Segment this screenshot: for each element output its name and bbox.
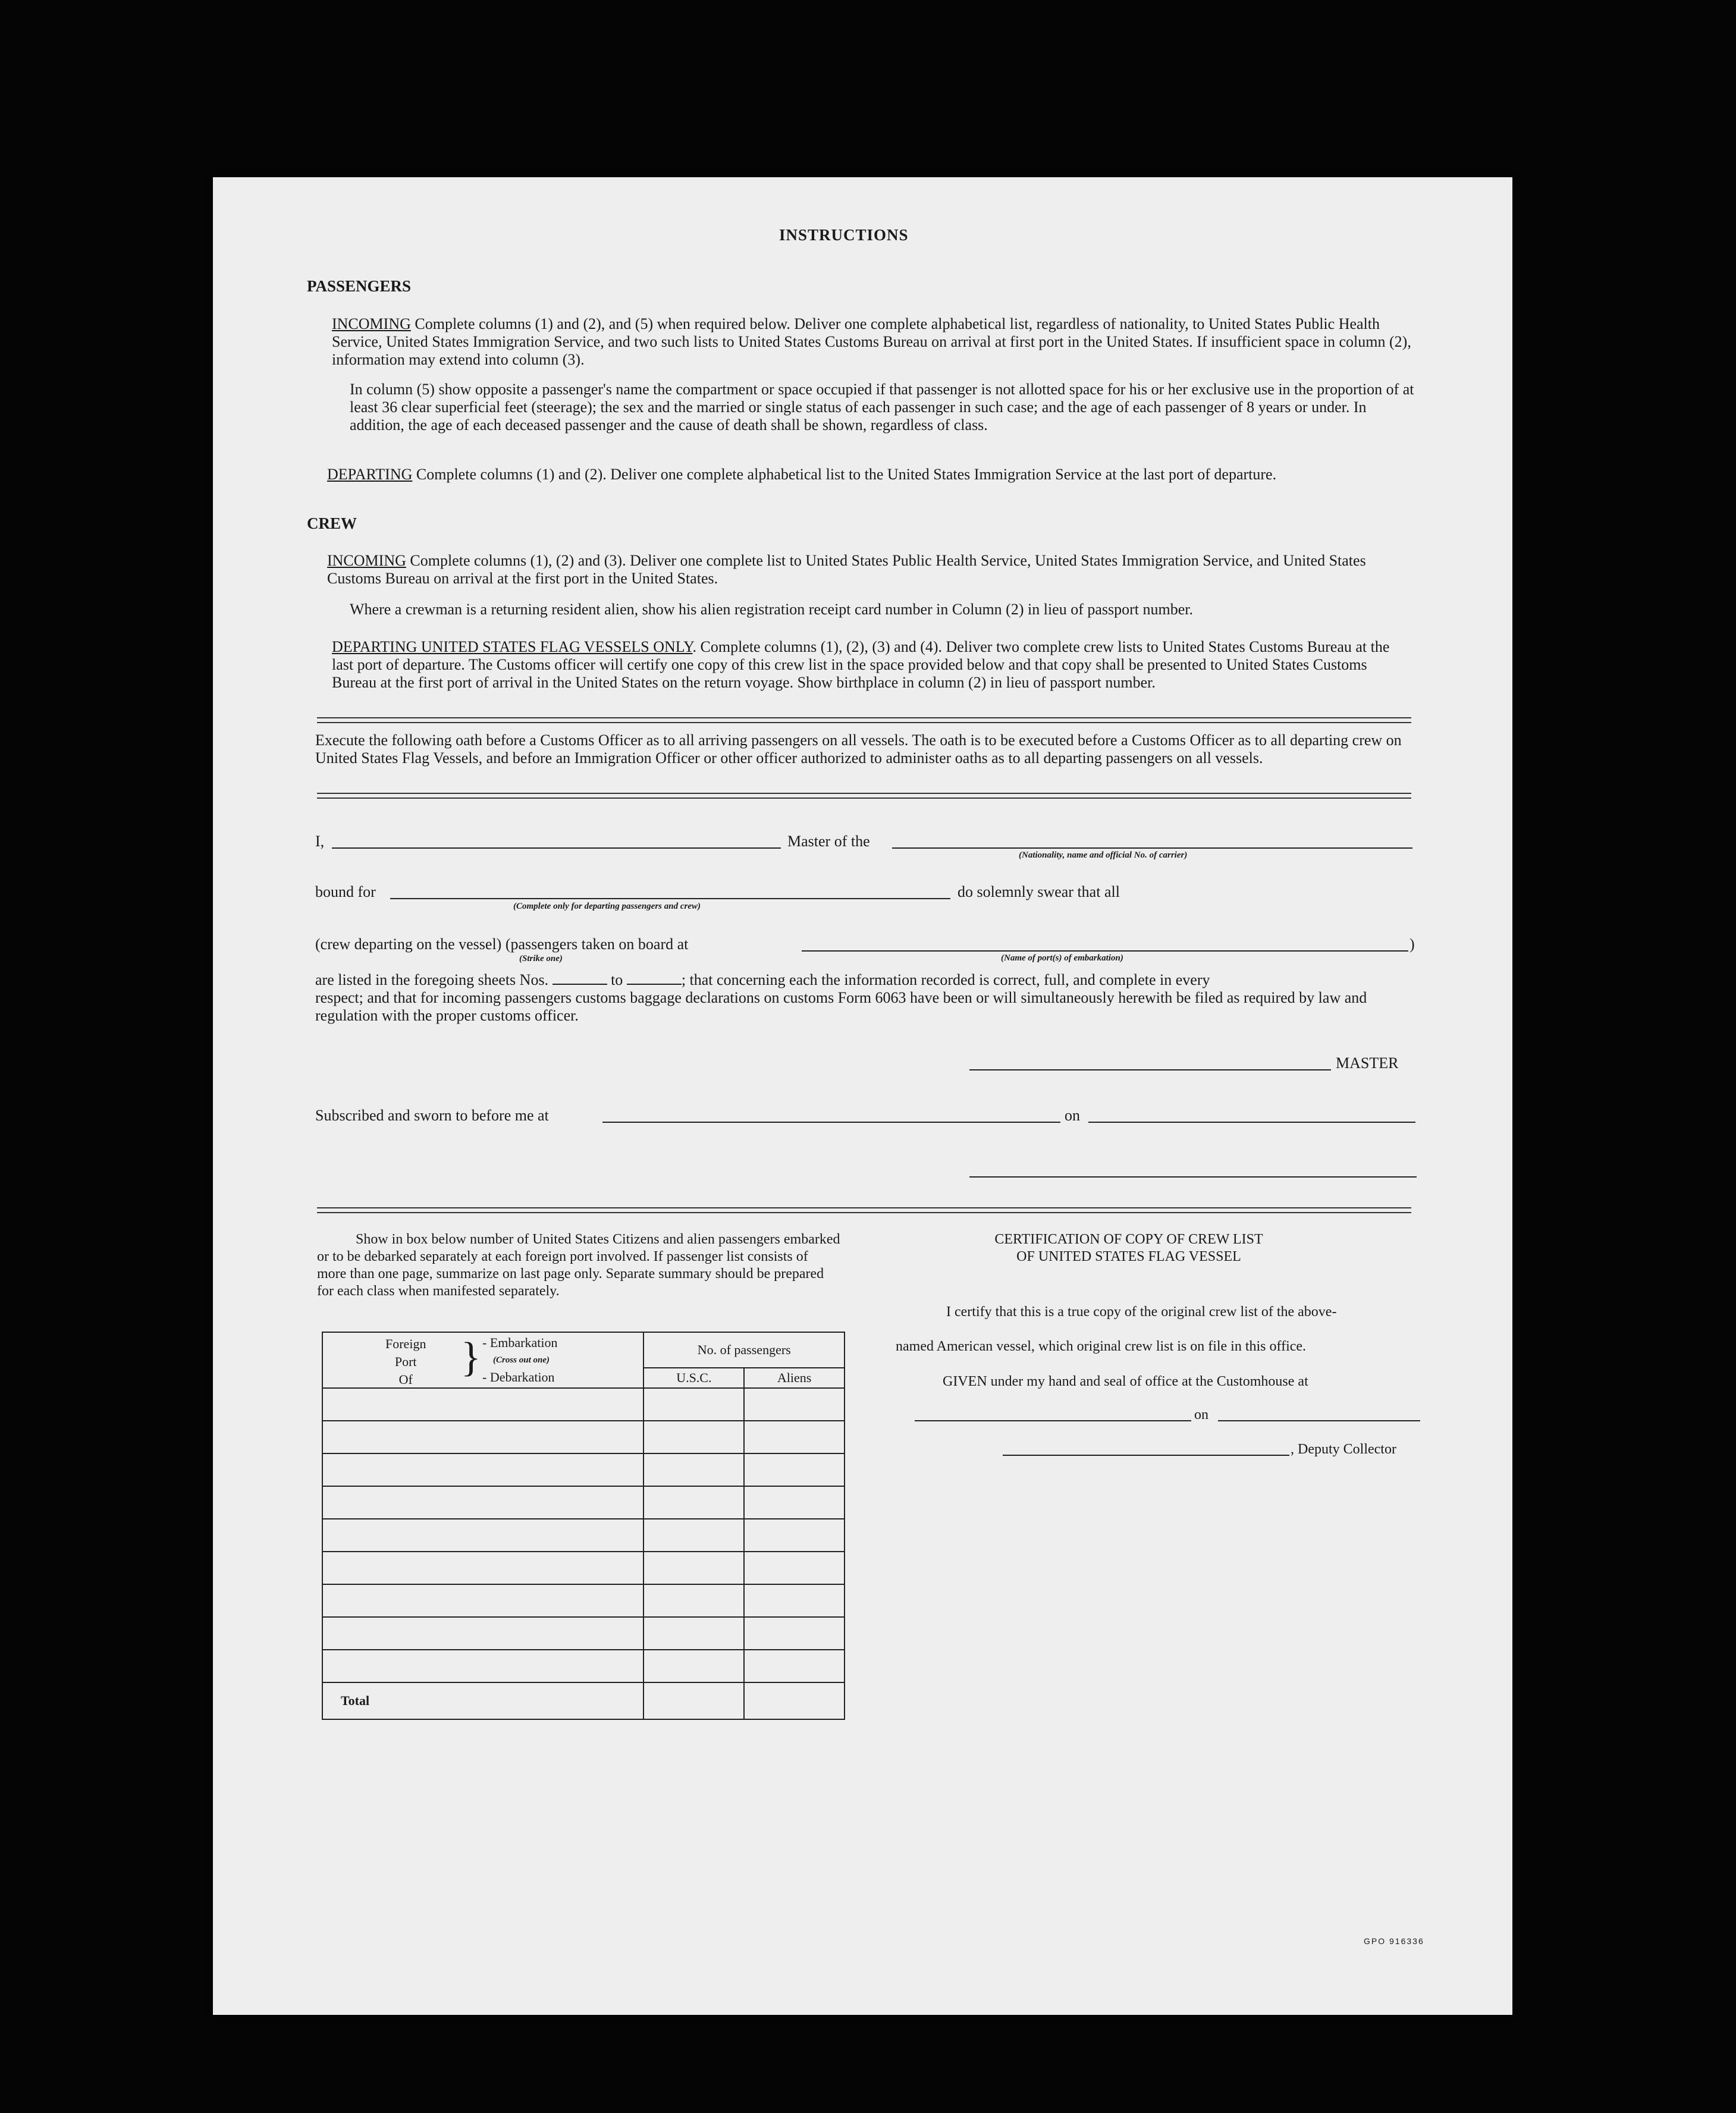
certification-title-1: CERTIFICATION OF COPY OF CREW LIST xyxy=(994,1232,1263,1247)
passengers-departing-label: DEPARTING xyxy=(327,466,413,483)
aliens-cell[interactable] xyxy=(744,1486,845,1519)
complete-only-hint: (Complete only for departing passengers and crew) xyxy=(513,902,701,911)
bound-for-label: bound for xyxy=(315,883,376,900)
certification-date-field[interactable] xyxy=(1218,1420,1420,1421)
certification-line-2: named American vessel, which original crew list is on file in this office. xyxy=(896,1339,1307,1354)
crew-incoming-text: Complete columns (1), (2) and (3). Deliver one complete list to United States Public Health Service, United States Immigration Service, and United States Customs Bureau on arrival at the first port in the United States. xyxy=(327,552,1366,587)
aliens-cell[interactable] xyxy=(744,1552,845,1584)
debarkation-option[interactable]: - Debarkation xyxy=(482,1370,555,1384)
divider-1 xyxy=(317,717,1411,723)
listed-text-c: respect; and that for incoming passengers customs baggage declarations on customs Form 6063 have been or will simultaneously herewith be filed as required by law and regulation with the proper customs officer. xyxy=(315,989,1367,1024)
crew-incoming-label: INCOMING xyxy=(327,552,406,569)
table-row xyxy=(322,1650,845,1682)
usc-cell[interactable] xyxy=(643,1486,744,1519)
crew-incoming-p2: Where a crewman is a returning resident alien, show his alien registration receipt card number in Column (2) in lieu of passport number. xyxy=(350,601,1194,618)
certification-line-3: GIVEN under my hand and seal of office at the Customhouse at xyxy=(943,1374,1308,1389)
divider-2 xyxy=(317,793,1411,799)
usc-cell[interactable] xyxy=(643,1617,744,1650)
port-cell[interactable] xyxy=(322,1519,643,1552)
port-cell[interactable] xyxy=(322,1584,643,1617)
port-cell[interactable] xyxy=(322,1388,643,1421)
table-row xyxy=(322,1453,845,1486)
do-solemnly-text: do solemnly swear that all xyxy=(958,883,1120,900)
crew-passengers-text: (crew departing on the vessel) (passengers taken on board at xyxy=(315,935,689,953)
port-cell[interactable] xyxy=(322,1617,643,1650)
passengers-incoming-block xyxy=(332,315,1414,369)
master-signature-field[interactable] xyxy=(969,1069,1331,1070)
port-header-foreign: Foreign xyxy=(385,1336,426,1351)
close-paren: ) xyxy=(1409,935,1415,953)
port-header-cell xyxy=(322,1332,643,1388)
oath-intro: Execute the following oath before a Customs Officer as to all arriving passengers on all vessels. The oath is to be executed before a Customs Officer as to all departing crew on United States Flag Vessels, and before an Immigration Officer or other officer authorized to administer oaths as to all departing passengers on all vessels. xyxy=(315,731,1402,767)
port-cell[interactable] xyxy=(322,1486,643,1519)
passengers-departing-text: Complete columns (1) and (2). Deliver one complete alphabetical list to the United States Immigration Service at the last port of departure. xyxy=(416,466,1277,483)
oath-i-label: I, xyxy=(315,833,325,850)
deputy-signature-field[interactable] xyxy=(1003,1455,1289,1456)
port-header-port: Port xyxy=(394,1354,417,1369)
listed-text-a: are listed in the foregoing sheets Nos. xyxy=(315,971,549,988)
no-passengers-header: No. of passengers xyxy=(643,1332,845,1368)
total-row xyxy=(322,1682,845,1719)
bound-for-field[interactable] xyxy=(390,898,950,899)
carrier-hint: (Nationality, name and official No. of carrier) xyxy=(1019,850,1188,860)
crew-departing-label: DEPARTING UNITED STATES FLAG VESSELS ONLY xyxy=(332,638,693,655)
certification-on-label: on xyxy=(1194,1407,1208,1423)
table-row xyxy=(322,1486,845,1519)
table-row xyxy=(322,1519,845,1552)
total-label: Total xyxy=(322,1682,643,1719)
table-row xyxy=(322,1617,845,1650)
sworn-date-field[interactable] xyxy=(1088,1122,1415,1123)
passengers-heading: PASSENGERS xyxy=(307,277,412,295)
usc-header: U.S.C. xyxy=(643,1368,744,1388)
aliens-cell[interactable] xyxy=(744,1388,845,1421)
aliens-total-cell[interactable] xyxy=(744,1682,845,1719)
passengers-incoming-p2: In column (5) show opposite a passenger's name the compartment or space occupied if that passenger is not allotted space for his or her exclusive use in the proportion of at least 36 clear superficial feet (steerage); the sex and the married or single status of each passenger in such case; and the age of each passenger of 8 years or under. In addition, the age of each deceased passenger and the cause of death shall be shown, regardless of class. xyxy=(350,381,1414,434)
usc-cell[interactable] xyxy=(643,1421,744,1453)
sworn-place-field[interactable] xyxy=(602,1122,1060,1123)
listed-line xyxy=(315,971,1210,989)
master-name-field[interactable] xyxy=(332,847,781,849)
port-cell[interactable] xyxy=(322,1650,643,1682)
aliens-cell[interactable] xyxy=(744,1650,845,1682)
deputy-collector-label: , Deputy Collector xyxy=(1291,1442,1396,1457)
usc-cell[interactable] xyxy=(643,1519,744,1552)
gpo-code: GPO 916336 xyxy=(1364,1936,1424,1946)
instructions-title: INSTRUCTIONS xyxy=(779,226,909,244)
embarkation-option[interactable]: - Embarkation xyxy=(482,1335,558,1350)
ports-hint: (Name of port(s) of embarkation) xyxy=(1001,953,1123,963)
certification-title-2: OF UNITED STATES FLAG VESSEL xyxy=(1016,1249,1241,1264)
ports-field[interactable] xyxy=(802,950,1408,952)
brace-glyph: } xyxy=(461,1335,481,1380)
port-cell[interactable] xyxy=(322,1453,643,1486)
usc-cell[interactable] xyxy=(643,1388,744,1421)
master-label: MASTER xyxy=(1336,1054,1399,1072)
listed-to: to xyxy=(611,971,623,988)
usc-cell[interactable] xyxy=(643,1552,744,1584)
passengers-incoming-label: INCOMING xyxy=(332,315,411,332)
sworn-on-label: on xyxy=(1065,1107,1080,1124)
aliens-cell[interactable] xyxy=(744,1617,845,1650)
officer-signature-field[interactable] xyxy=(969,1176,1417,1178)
strike-one-hint: (Strike one) xyxy=(519,954,563,963)
sheet-from-field[interactable] xyxy=(552,984,607,985)
master-of-the-label: Master of the xyxy=(787,833,870,850)
summary-intro: Show in box below number of United States Citizens and alien passengers embarked or to be debarked separately at each foreign port involved. If passenger list consists of more than one page, summarize on last page only. Separate summary should be prepared for each class when manifested separately. xyxy=(317,1232,840,1299)
table-row xyxy=(322,1421,845,1453)
aliens-cell[interactable] xyxy=(744,1584,845,1617)
table-row xyxy=(322,1584,845,1617)
usc-cell[interactable] xyxy=(643,1453,744,1486)
certification-line-1: I certify that this is a true copy of the original crew list of the above- xyxy=(946,1304,1337,1320)
crew-departing-text: . Complete columns (1), (2), (3) and (4). Deliver two complete crew lists to United States Customs Bureau at the last port of departure. The Customs officer will certify one copy of this crew list in the space provided below and that copy shall be presented to United States Customs Bureau at the first port of arrival in the United States on the return voyage. Show birthplace in column (2) in lieu of passport number. xyxy=(332,638,1390,691)
port-cell[interactable] xyxy=(322,1552,643,1584)
customhouse-field[interactable] xyxy=(915,1420,1191,1421)
port-cell[interactable] xyxy=(322,1421,643,1453)
subscribed-label: Subscribed and sworn to before me at xyxy=(315,1107,549,1124)
port-header-of: Of xyxy=(398,1372,413,1387)
aliens-header: Aliens xyxy=(744,1368,845,1388)
aliens-cell[interactable] xyxy=(744,1421,845,1453)
listed-text-b: ; that concerning each the information recorded is correct, full, and complete in every xyxy=(681,971,1210,988)
certification-title xyxy=(944,1231,1313,1266)
aliens-cell[interactable] xyxy=(744,1453,845,1486)
table-row xyxy=(322,1552,845,1584)
divider-3 xyxy=(317,1207,1411,1213)
aliens-cell[interactable] xyxy=(744,1519,845,1552)
usc-cell[interactable] xyxy=(643,1650,744,1682)
carrier-field[interactable] xyxy=(892,847,1412,849)
passengers-departing-block xyxy=(327,466,1414,483)
cross-out-hint: (Cross out one) xyxy=(493,1355,550,1365)
form-sheet xyxy=(213,177,1512,2015)
crew-heading: CREW xyxy=(307,514,357,532)
table-row xyxy=(322,1388,845,1421)
usc-total-cell[interactable] xyxy=(643,1682,744,1719)
crew-departing-block xyxy=(332,638,1414,692)
passenger-summary-table xyxy=(322,1332,845,1720)
sheet-to-field[interactable] xyxy=(627,984,682,985)
passengers-incoming-text: Complete columns (1) and (2), and (5) when required below. Deliver one complete alphabetical list, regardless of nationality, to United States Public Health Service, United States Immigration Service, and two such lists to United States Customs Bureau on arrival at first port in the United States. If insufficient space in column (2), information may extend into column (3). xyxy=(332,315,1411,368)
usc-cell[interactable] xyxy=(643,1584,744,1617)
crew-incoming-block xyxy=(327,552,1414,588)
